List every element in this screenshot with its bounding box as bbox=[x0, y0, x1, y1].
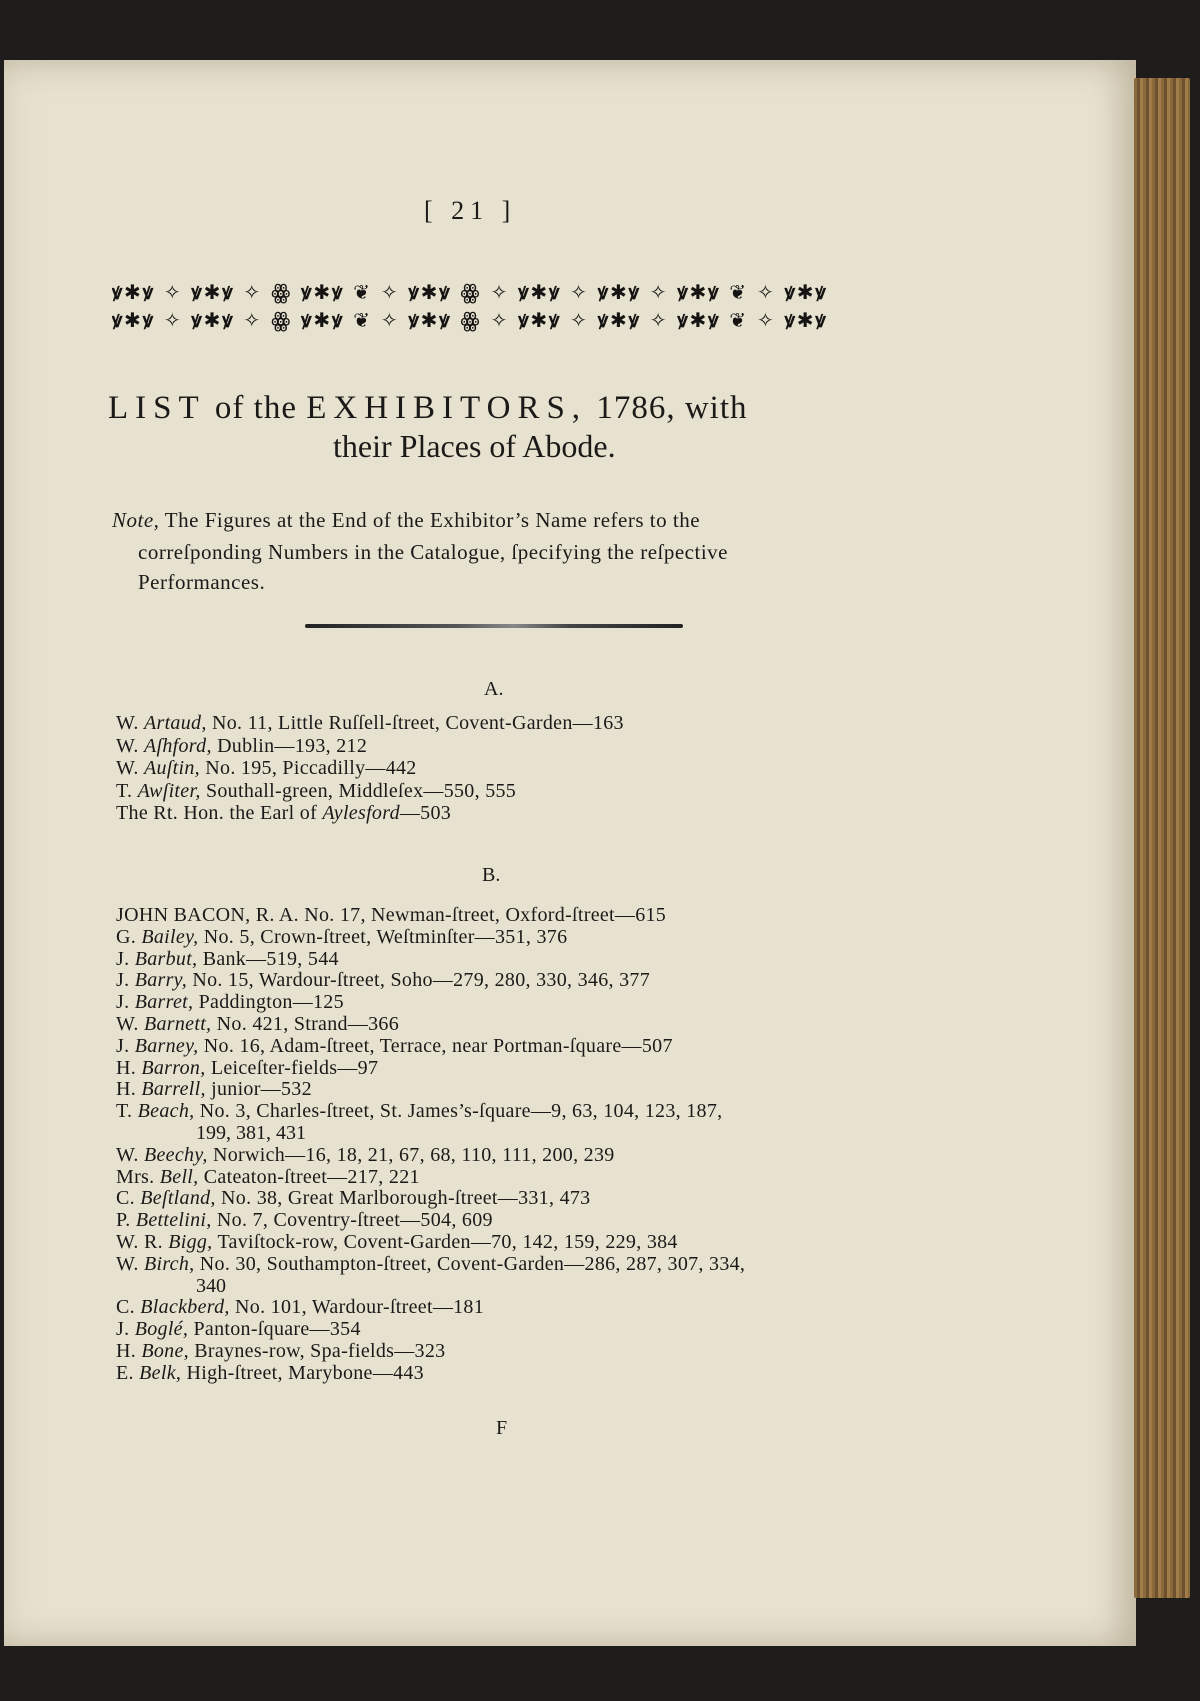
ornament-band-top: ꝟ✱ꝟ ✧ ꝟ✱ꝟ ✧ ꙮ ꝟ✱ꝟ ❦ ✧ ꝟ✱ꝟ ꙮ ✧ ꝟ✱ꝟ ✧ ꝟ✱ꝟ ✧ ꝟ✱ꝟ ❦ ✧ ꝟ✱ꝟ bbox=[112, 280, 828, 304]
exhibitor-name: Beechy, bbox=[143, 1143, 208, 1166]
exhibitor-entry bbox=[116, 1318, 361, 1341]
exhibitor-entry bbox=[116, 904, 666, 927]
note-label: Note, bbox=[112, 508, 160, 532]
exhibitor-details: No. 7, Coventry-ſtreet—504, 609 bbox=[216, 1209, 493, 1232]
exhibitor-prefix: J. bbox=[116, 969, 130, 992]
exhibitor-details: Southall-green, Middleſex—550, 555 bbox=[205, 779, 517, 802]
exhibitor-entry bbox=[116, 1362, 424, 1385]
exhibitor-details: No. 11, Little Ruſſell-ſtreet, Covent-Garden—163 bbox=[211, 712, 624, 734]
exhibitor-prefix: E. bbox=[116, 1361, 134, 1384]
exhibitor-details: Leiceſter-fields—97 bbox=[210, 1056, 379, 1079]
exhibitor-entry bbox=[116, 757, 417, 780]
exhibitor-name: Belk, bbox=[139, 1361, 182, 1384]
title-of-the: of the bbox=[214, 390, 297, 426]
exhibitor-prefix: T. bbox=[116, 779, 133, 802]
exhibitor-prefix: J. bbox=[116, 1318, 130, 1341]
exhibitor-prefix: W. R. bbox=[116, 1231, 163, 1253]
exhibitor-prefix: J. bbox=[116, 947, 130, 970]
exhibitor-name: Birch, bbox=[143, 1252, 195, 1275]
exhibitor-name: Barrell, bbox=[141, 1078, 206, 1101]
exhibitor-name: Barbut, bbox=[134, 947, 198, 970]
exhibitor-name: Aſhford, bbox=[143, 734, 212, 757]
exhibitor-entry bbox=[116, 780, 516, 803]
exhibitor-details: No. 30, Southampton-ſtreet, Covent-Garden—286, 287, 307, 334, bbox=[199, 1252, 746, 1275]
exhibitor-entry bbox=[116, 1144, 615, 1167]
exhibitor-prefix: W. bbox=[116, 1143, 139, 1166]
exhibitor-entry bbox=[116, 1078, 312, 1101]
section-divider-rule bbox=[305, 624, 683, 628]
signature-mark: F bbox=[496, 1417, 508, 1439]
exhibitor-entry bbox=[116, 1035, 673, 1058]
exhibitor-entry bbox=[116, 991, 344, 1014]
exhibitor-name: Bone, bbox=[141, 1340, 189, 1362]
exhibitor-entry bbox=[116, 712, 624, 735]
exhibitor-name: Barry, bbox=[134, 969, 188, 992]
exhibitor-details: Panton-ſquare—354 bbox=[193, 1318, 361, 1341]
exhibitor-name: Bettelini, bbox=[135, 1209, 212, 1232]
exhibitor-details: junior—532 bbox=[211, 1078, 312, 1101]
exhibitor-details: No. 38, Great Marlborough-ſtreet—331, 473 bbox=[221, 1187, 591, 1210]
exhibitor-prefix: W. bbox=[116, 1013, 139, 1035]
exhibitor-name: Beach, bbox=[137, 1100, 195, 1123]
title-list: LIST bbox=[108, 390, 206, 426]
exhibitor-details: No. 195, Piccadilly—442 bbox=[205, 757, 417, 779]
title-exhibitors: EXHIBITORS, bbox=[306, 390, 588, 426]
page-number: [ 21 ] bbox=[424, 196, 517, 225]
exhibitor-prefix: P. bbox=[116, 1209, 131, 1232]
exhibitor-entry bbox=[116, 1296, 484, 1319]
exhibitor-name: Blackberd, bbox=[140, 1296, 230, 1319]
exhibitor-name: Barney, bbox=[134, 1034, 199, 1057]
title-year: 1786, with bbox=[596, 390, 748, 426]
exhibitor-name: Barron, bbox=[141, 1056, 206, 1079]
section-letter-b: B. bbox=[482, 864, 501, 886]
note-line-1: Note, The Figures at the End of the Exhibitor’s Name refers to the bbox=[112, 508, 701, 532]
exhibitor-details: High-ſtreet, Marybone—443 bbox=[186, 1361, 424, 1384]
exhibitor-details: Taviſtock-row, Covent-Garden—70, 142, 159, 229, 384 bbox=[217, 1231, 678, 1253]
exhibitor-entry bbox=[116, 1187, 591, 1210]
exhibitor-prefix: W. bbox=[116, 757, 139, 779]
exhibitor-prefix: J. bbox=[116, 1034, 130, 1057]
section-letter-a: A. bbox=[484, 678, 504, 700]
exhibitor-entry bbox=[116, 969, 650, 992]
exhibitor-details: No. 101, Wardour-ſtreet—181 bbox=[235, 1296, 485, 1319]
exhibitor-prefix: H. bbox=[116, 1340, 137, 1362]
exhibitor-name: Barnett, bbox=[143, 1013, 212, 1035]
exhibitor-details: No. 5, Crown-ſtreet, Weſtminſter—351, 376 bbox=[203, 925, 568, 948]
exhibitor-prefix: W. bbox=[116, 734, 139, 757]
exhibitor-prefix: Mrs. bbox=[116, 1165, 155, 1188]
exhibitor-prefix: J. bbox=[116, 991, 130, 1014]
exhibitor-details: Dublin—193, 212 bbox=[217, 734, 368, 757]
exhibitor-prefix: W. bbox=[116, 1252, 139, 1275]
exhibitor-entry bbox=[116, 1340, 445, 1363]
exhibitor-entry bbox=[116, 1100, 722, 1123]
exhibitor-prefix: C. bbox=[116, 1187, 135, 1210]
exhibitor-entry bbox=[116, 735, 367, 758]
exhibitor-details: Bank—519, 544 bbox=[202, 947, 339, 970]
exhibitor-name: Bailey, bbox=[141, 925, 199, 948]
exhibitor-details-continued: 199, 381, 431 bbox=[196, 1122, 306, 1144]
exhibitor-name: Bell, bbox=[159, 1165, 199, 1188]
exhibitor-entry bbox=[116, 802, 451, 825]
exhibitor-details: No. 16, Adam-ſtreet, Terrace, near Portman-ſquare—507 bbox=[203, 1034, 673, 1057]
exhibitor-entry bbox=[116, 926, 567, 949]
exhibitor-details-continued: 340 bbox=[196, 1274, 226, 1297]
exhibitor-details: No. 421, Strand—366 bbox=[216, 1013, 400, 1035]
exhibitor-prefix: W. bbox=[116, 712, 139, 734]
exhibitor-entry bbox=[116, 948, 339, 971]
book-spine bbox=[1134, 78, 1190, 1598]
exhibitor-entry bbox=[116, 1013, 399, 1036]
exhibitor-details: No. 15, Wardour-ſtreet, Soho—279, 280, 330, 346, 377 bbox=[192, 969, 650, 992]
exhibitor-prefix: H. bbox=[116, 1078, 137, 1101]
exhibitor-name: Bigg, bbox=[168, 1231, 213, 1253]
exhibitor-entry bbox=[116, 1057, 378, 1080]
page-title bbox=[108, 390, 747, 427]
exhibitor-entry bbox=[116, 1231, 678, 1254]
exhibitor-details: —503 bbox=[399, 802, 452, 824]
exhibitor-name: Auſtin, bbox=[143, 757, 200, 779]
exhibitor-details: Cateaton-ſtreet—217, 221 bbox=[203, 1165, 420, 1188]
exhibitor-name: Barret, bbox=[134, 991, 194, 1014]
exhibitor-details: Braynes-row, Spa-fields—323 bbox=[194, 1340, 446, 1362]
exhibitor-name: Boglé, bbox=[134, 1318, 189, 1341]
note-line-3: Performances. bbox=[138, 570, 266, 594]
exhibitor-prefix: T. bbox=[116, 1100, 133, 1123]
exhibitor-prefix: H. bbox=[116, 1056, 137, 1079]
ornament-band-bottom: ꝟ✱ꝟ ✧ ꝟ✱ꝟ ✧ ꙮ ꝟ✱ꝟ ❦ ✧ ꝟ✱ꝟ ꙮ ✧ ꝟ✱ꝟ ✧ ꝟ✱ꝟ ✧ ꝟ✱ꝟ ❦ ✧ ꝟ✱ꝟ bbox=[112, 308, 828, 332]
exhibitor-details: Norwich—16, 18, 21, 67, 68, 110, 111, 200, 239 bbox=[213, 1143, 615, 1166]
exhibitor-details: No. 17, Newman-ſtreet, Oxford-ſtreet—615 bbox=[304, 904, 667, 926]
note-line-2: correſponding Numbers in the Catalogue, ſpecifying the reſpective bbox=[138, 540, 728, 564]
exhibitor-prefix: C. bbox=[116, 1296, 135, 1319]
page-subtitle: their Places of Abode. bbox=[333, 428, 616, 464]
exhibitor-prefix: G. bbox=[116, 925, 137, 948]
exhibitor-entry bbox=[116, 1209, 493, 1232]
exhibitor-details: No. 3, Charles-ſtreet, St. James’s-ſquare—9, 63, 104, 123, 187, bbox=[199, 1100, 723, 1123]
exhibitor-name: Awſiter, bbox=[137, 779, 201, 802]
exhibitor-name: Artaud, bbox=[143, 712, 207, 734]
exhibitor-details: Paddington—125 bbox=[198, 991, 344, 1014]
exhibitor-entry bbox=[116, 1253, 745, 1276]
exhibitor-name: Beſtland, bbox=[140, 1187, 216, 1210]
exhibitor-name: Aylesford bbox=[322, 802, 400, 824]
exhibitor-prefix: JOHN BACON, R. A. bbox=[116, 904, 299, 926]
exhibitor-entry bbox=[116, 1166, 420, 1189]
exhibitor-prefix: The Rt. Hon. the Earl of bbox=[116, 802, 318, 824]
